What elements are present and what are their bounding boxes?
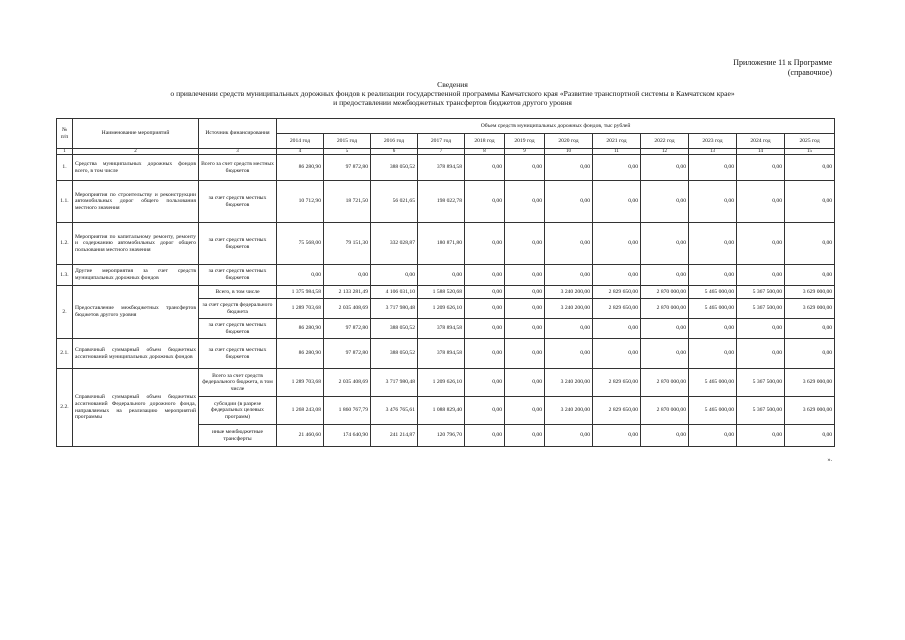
table-row (57, 369, 835, 397)
value-cell: 388 050,52 (371, 339, 418, 369)
value-cell: 0,00 (785, 339, 835, 369)
value-cell: 0,00 (641, 425, 689, 447)
header-name: Наименование мероприятий (73, 119, 199, 149)
heading-line-3: и предоставлении межбюджетных трансфертов бюджетов другого уровня (333, 98, 572, 107)
row-source: за счет средств местных бюджетов (199, 265, 277, 286)
value-cell: 86 280,90 (277, 155, 324, 181)
value-cell: 1 289 703,68 (277, 299, 324, 319)
value-cell: 0,00 (545, 425, 593, 447)
value-cell: 56 021,65 (371, 181, 418, 223)
value-cell: 0,00 (465, 397, 505, 425)
value-cell: 2 829 650,00 (593, 397, 641, 425)
row-source: за счет средств местных бюджетов (199, 339, 277, 369)
value-cell: 0,00 (465, 265, 505, 286)
value-cell: 3 717 980,48 (371, 299, 418, 319)
value-cell: 1 289 703,68 (277, 369, 324, 397)
value-cell: 0,00 (689, 339, 737, 369)
value-cell: 0,00 (737, 339, 785, 369)
value-cell: 2 870 000,00 (641, 369, 689, 397)
value-cell: 10 712,90 (277, 181, 324, 223)
value-cell: 5 465 000,00 (689, 397, 737, 425)
index-cell: 3 (199, 149, 277, 155)
value-cell: 1 588 520,68 (418, 286, 465, 299)
value-cell: 388 050,52 (371, 155, 418, 181)
value-cell: 0,00 (545, 265, 593, 286)
index-cell: 4 (277, 149, 324, 155)
row-name: Средства муниципальных дорожных фондов всего, в том числе (73, 155, 199, 181)
value-cell: 5 367 500,00 (737, 397, 785, 425)
value-cell: 0,00 (505, 369, 545, 397)
row-source: Всего, в том числе (199, 286, 277, 299)
value-cell: 0,00 (593, 319, 641, 339)
row-num: 1.2. (57, 223, 73, 265)
index-cell: 5 (324, 149, 371, 155)
value-cell: 3 629 000,00 (785, 286, 835, 299)
table-row (57, 339, 835, 369)
value-cell: 0,00 (593, 425, 641, 447)
header-volume: Объем средств муниципальных дорожных фондов, тыс рублей (277, 119, 835, 134)
value-cell: 0,00 (505, 286, 545, 299)
value-cell: 75 568,00 (277, 223, 324, 265)
value-cell: 0,00 (641, 181, 689, 223)
year-header: 2020 год (545, 134, 593, 149)
appendix-note (733, 58, 832, 78)
value-cell: 0,00 (737, 265, 785, 286)
value-cell: 0,00 (785, 319, 835, 339)
value-cell: 1 375 984,58 (277, 286, 324, 299)
value-cell: 0,00 (689, 223, 737, 265)
table-row (57, 181, 835, 223)
index-cell: 14 (737, 149, 785, 155)
value-cell: 97 872,80 (324, 155, 371, 181)
value-cell: 2 829 650,00 (593, 286, 641, 299)
value-cell: 0,00 (505, 299, 545, 319)
value-cell: 3 240 200,00 (545, 397, 593, 425)
index-cell: 12 (641, 149, 689, 155)
value-cell: 0,00 (593, 265, 641, 286)
value-cell: 0,00 (545, 223, 593, 265)
table-row (57, 223, 835, 265)
value-cell: 4 106 031,10 (371, 286, 418, 299)
value-cell: 0,00 (465, 223, 505, 265)
row-source: за счет средств местных бюджетов (199, 223, 277, 265)
value-cell: 1 209 626,10 (418, 299, 465, 319)
value-cell: 0,00 (505, 155, 545, 181)
year-header: 2021 год (593, 134, 641, 149)
value-cell: 3 240 200,00 (545, 299, 593, 319)
value-cell: 0,00 (689, 425, 737, 447)
value-cell: 0,00 (505, 425, 545, 447)
value-cell: 0,00 (324, 265, 371, 286)
value-cell: 378 894,58 (418, 319, 465, 339)
index-cell: 7 (418, 149, 465, 155)
value-cell: 0,00 (641, 223, 689, 265)
value-cell: 0,00 (737, 319, 785, 339)
row-source: Всего за счет средств федерального бюджета, в том числе (199, 369, 277, 397)
year-header: 2019 год (505, 134, 545, 149)
row-source: за счет средств федерального бюджета (199, 299, 277, 319)
value-cell: 1 088 829,40 (418, 397, 465, 425)
value-cell: 3 629 000,00 (785, 299, 835, 319)
value-cell: 3 629 000,00 (785, 369, 835, 397)
index-cell: 15 (785, 149, 835, 155)
value-cell: 0,00 (545, 155, 593, 181)
value-cell: 0,00 (785, 425, 835, 447)
value-cell: 0,00 (593, 339, 641, 369)
value-cell: 0,00 (465, 286, 505, 299)
value-cell: 0,00 (505, 265, 545, 286)
funds-table (56, 118, 835, 447)
value-cell: 5 465 000,00 (689, 299, 737, 319)
value-cell: 0,00 (689, 155, 737, 181)
value-cell: 2 870 000,00 (641, 299, 689, 319)
index-cell: 8 (465, 149, 505, 155)
table-row (57, 265, 835, 286)
row-source: субсидии (в разрезе федеральных целевых программ) (199, 397, 277, 425)
value-cell: 0,00 (641, 265, 689, 286)
value-cell: 2 829 650,00 (593, 299, 641, 319)
value-cell: 1 209 626,10 (418, 369, 465, 397)
document-heading (0, 80, 905, 107)
value-cell: 97 872,80 (324, 319, 371, 339)
row-name: Другие мероприятия за счет средств муниципальных дорожных фондов (73, 265, 199, 286)
value-cell: 0,00 (371, 265, 418, 286)
year-header: 2018 год (465, 134, 505, 149)
row-name: Мероприятия по капитальному ремонту, ремонту и содержанию автомобильных дорог общего пользования местного значения (73, 223, 199, 265)
value-cell: 0,00 (465, 339, 505, 369)
value-cell: 21 460,60 (277, 425, 324, 447)
row-source: за счет средств местных бюджетов (199, 181, 277, 223)
value-cell: 0,00 (465, 369, 505, 397)
value-cell: 0,00 (737, 155, 785, 181)
year-header: 2016 год (371, 134, 418, 149)
row-num: 2. (57, 286, 73, 339)
value-cell: 0,00 (418, 265, 465, 286)
value-cell: 0,00 (505, 319, 545, 339)
appendix-line-1: Приложение 11 к Программе (733, 58, 832, 67)
row-num: 1.3. (57, 265, 73, 286)
value-cell: 180 871,80 (418, 223, 465, 265)
value-cell: 0,00 (593, 223, 641, 265)
index-cell: 11 (593, 149, 641, 155)
value-cell: 0,00 (505, 181, 545, 223)
value-cell: 1 268 243,08 (277, 397, 324, 425)
value-cell: 120 796,70 (418, 425, 465, 447)
index-cell: 9 (505, 149, 545, 155)
value-cell: 198 022,78 (418, 181, 465, 223)
value-cell: 2 829 650,00 (593, 369, 641, 397)
value-cell: 0,00 (505, 339, 545, 369)
value-cell: 0,00 (785, 155, 835, 181)
value-cell: 86 280,90 (277, 319, 324, 339)
header-num: № п/п (57, 119, 73, 149)
value-cell: 0,00 (737, 425, 785, 447)
value-cell: 2 133 281,49 (324, 286, 371, 299)
year-header: 2022 год (641, 134, 689, 149)
value-cell: 0,00 (689, 319, 737, 339)
value-cell: 0,00 (545, 181, 593, 223)
value-cell: 378 894,58 (418, 155, 465, 181)
value-cell: 0,00 (689, 265, 737, 286)
heading-title: Сведения (437, 80, 468, 89)
value-cell: 5 367 500,00 (737, 369, 785, 397)
value-cell: 388 050,52 (371, 319, 418, 339)
value-cell: 2 035 408,69 (324, 299, 371, 319)
value-cell: 0,00 (641, 339, 689, 369)
year-header: 2017 год (418, 134, 465, 149)
value-cell: 0,00 (785, 181, 835, 223)
value-cell: 5 367 500,00 (737, 299, 785, 319)
value-cell: 0,00 (641, 155, 689, 181)
index-cell: 13 (689, 149, 737, 155)
value-cell: 3 717 980,48 (371, 369, 418, 397)
value-cell: 0,00 (465, 299, 505, 319)
value-cell: 3 629 000,00 (785, 397, 835, 425)
value-cell: 0,00 (277, 265, 324, 286)
value-cell: 1 860 767,79 (324, 397, 371, 425)
index-cell: 10 (545, 149, 593, 155)
row-name: Справочный суммарный объем бюджетных ассигнований муниципальных дорожных фондов (73, 339, 199, 369)
value-cell: 0,00 (593, 155, 641, 181)
year-header: 2023 год (689, 134, 737, 149)
value-cell: 0,00 (593, 181, 641, 223)
value-cell: 0,00 (737, 223, 785, 265)
row-num: 2.1. (57, 339, 73, 369)
appendix-line-2: (справочное) (787, 68, 832, 77)
year-header: 2015 год (324, 134, 371, 149)
index-cell: 1 (57, 149, 73, 155)
value-cell: 0,00 (641, 319, 689, 339)
row-name: Предоставление межбюджетных трансфертов бюджетов другого уровня (73, 286, 199, 339)
value-cell: 0,00 (737, 181, 785, 223)
row-name: Справочный суммарный объем бюджетных ассигнований Федерального дорожного фонда, направляемых на реализацию мероприятий программы (73, 369, 199, 447)
heading-line-2: о привлечении средств муниципальных дорожных фондов к реализации государственной программы Камчатского края «Развитие транспортной системы в Камчатском крае» (170, 89, 735, 98)
value-cell: 0,00 (465, 181, 505, 223)
value-cell: 174 640,90 (324, 425, 371, 447)
value-cell: 97 872,80 (324, 339, 371, 369)
row-num: 1.1. (57, 181, 73, 223)
value-cell: 0,00 (465, 425, 505, 447)
value-cell: 3 240 200,00 (545, 369, 593, 397)
year-header: 2024 год (737, 134, 785, 149)
value-cell: 0,00 (465, 155, 505, 181)
value-cell: 86 280,90 (277, 339, 324, 369)
value-cell: 3 476 765,61 (371, 397, 418, 425)
table-row (57, 286, 835, 299)
value-cell: 79 151,30 (324, 223, 371, 265)
row-source: Всего за счет средств местных бюджетов (199, 155, 277, 181)
value-cell: 3 240 200,00 (545, 286, 593, 299)
table-row (57, 155, 835, 181)
value-cell: 378 894,58 (418, 339, 465, 369)
row-num: 2.2. (57, 369, 73, 447)
index-cell: 2 (73, 149, 199, 155)
header-row (57, 119, 835, 134)
value-cell: 5 367 500,00 (737, 286, 785, 299)
value-cell: 0,00 (505, 223, 545, 265)
header-source: Источник финансирования (199, 119, 277, 149)
value-cell: 2 870 000,00 (641, 397, 689, 425)
row-source: за счет средств местных бюджетов (199, 319, 277, 339)
row-name: Мероприятия по строительству и реконструкции автомобильных дорог общего пользования местного значения (73, 181, 199, 223)
value-cell: 0,00 (545, 339, 593, 369)
value-cell: 0,00 (785, 265, 835, 286)
value-cell: 5 465 000,00 (689, 369, 737, 397)
closing-quote-mark: ». (827, 457, 832, 463)
value-cell: 0,00 (785, 223, 835, 265)
value-cell: 0,00 (545, 319, 593, 339)
value-cell: 2 035 408,69 (324, 369, 371, 397)
value-cell: 0,00 (689, 181, 737, 223)
value-cell: 2 870 000,00 (641, 286, 689, 299)
value-cell: 0,00 (465, 319, 505, 339)
value-cell: 18 721,50 (324, 181, 371, 223)
row-num: 1. (57, 155, 73, 181)
value-cell: 5 465 000,00 (689, 286, 737, 299)
index-cell: 6 (371, 149, 418, 155)
value-cell: 241 214,87 (371, 425, 418, 447)
year-header: 2014 год (277, 134, 324, 149)
year-header: 2025 год (785, 134, 835, 149)
row-source: иные межбюджетные трансферты (199, 425, 277, 447)
value-cell: 332 028,87 (371, 223, 418, 265)
value-cell: 0,00 (505, 397, 545, 425)
